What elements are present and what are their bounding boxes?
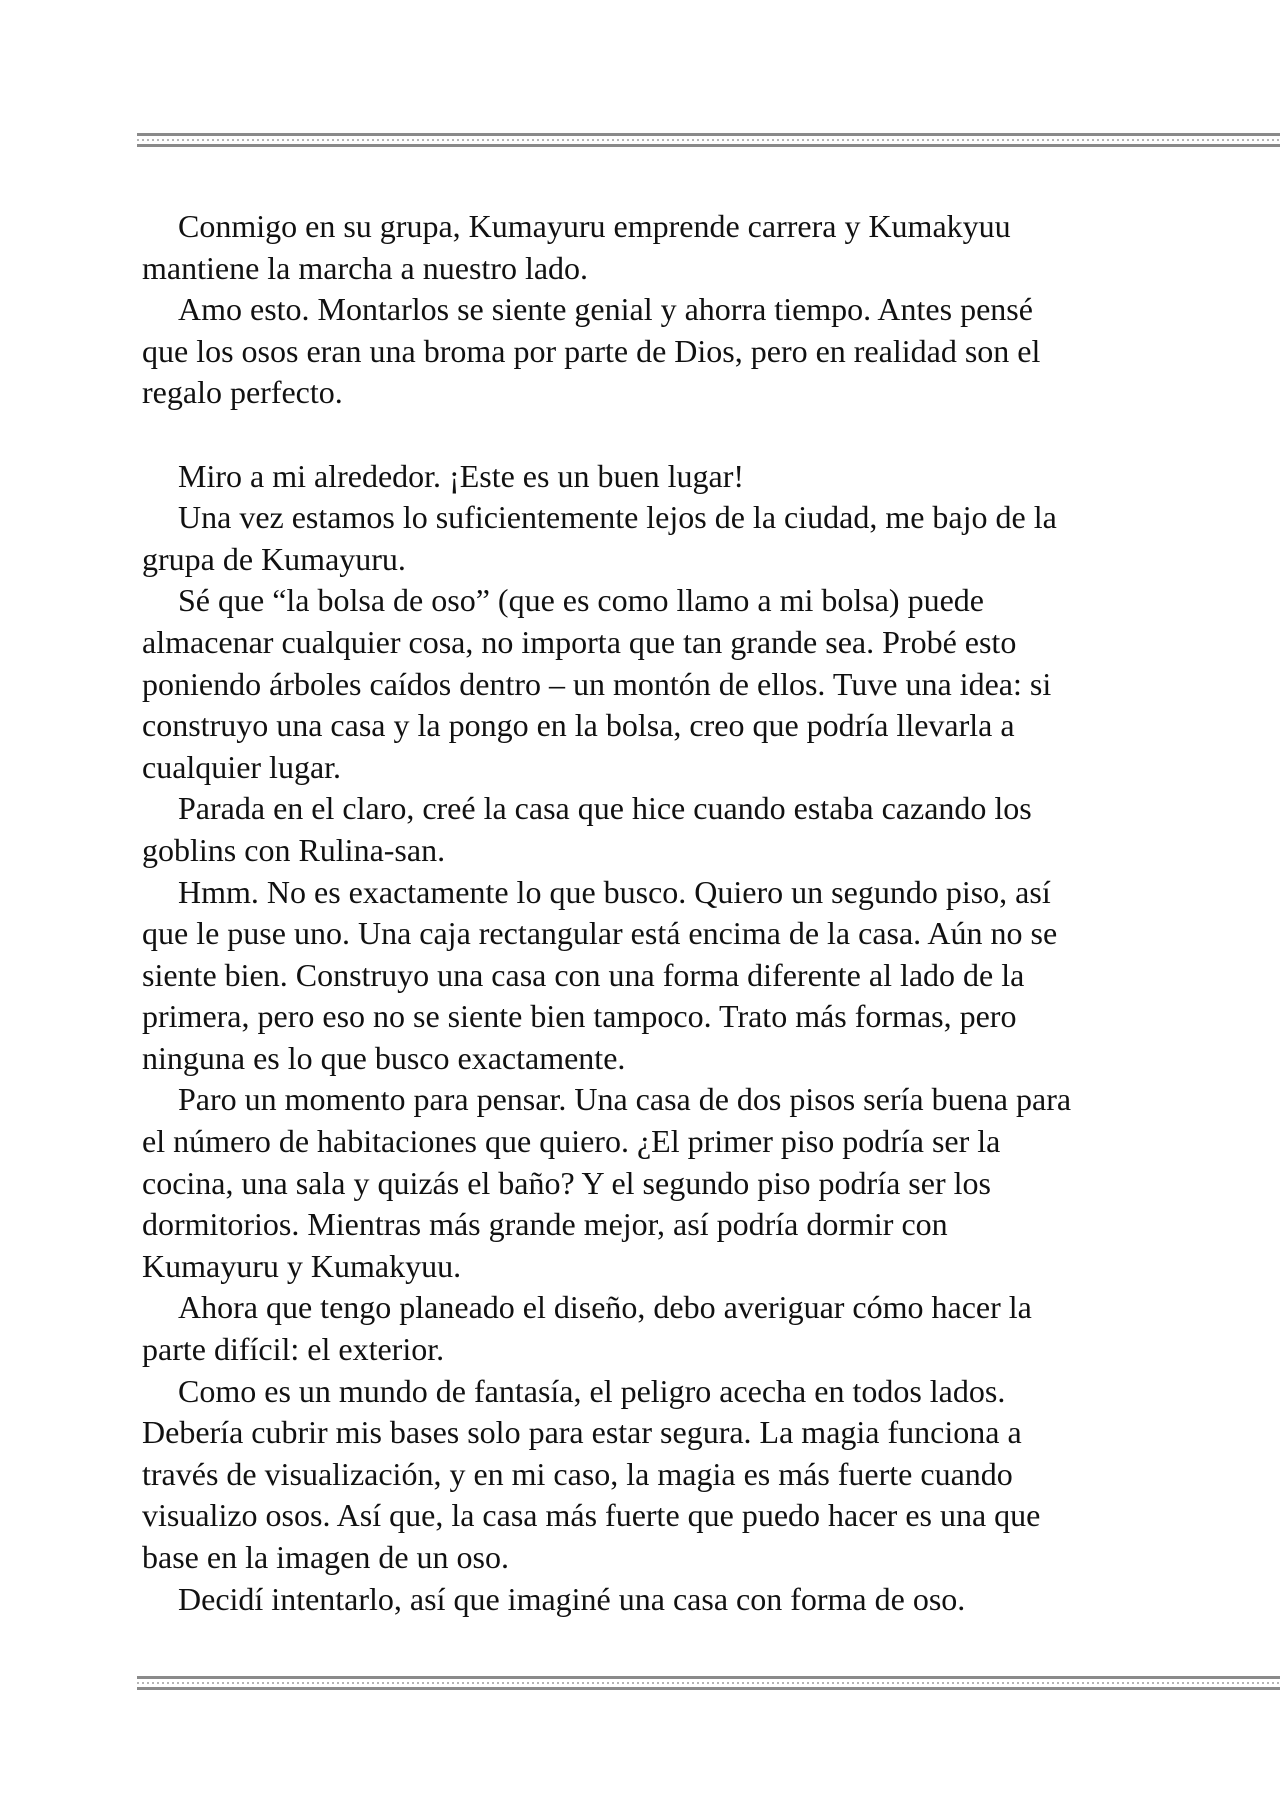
text-line: Ahora que tengo planeado el diseño, debo averiguar cómo hacer la <box>178 1289 1032 1326</box>
text-line: Decidí intentarlo, así que imaginé una casa con forma de oso. <box>178 1580 966 1617</box>
text-line: goblins con Rulina-san. <box>142 831 446 868</box>
text-line: que le puse uno. Una caja rectangular está encima de la casa. Aún no se <box>142 915 1058 952</box>
text-line: cualquier lugar. <box>142 748 342 785</box>
paragraph <box>142 1579 1152 1621</box>
scene-break <box>142 414 1152 456</box>
text-line: construyo una casa y la pongo en la bolsa, creo que podría llevarla a <box>142 707 1015 744</box>
paragraph <box>142 1287 1152 1370</box>
text-line: el número de habitaciones que quiero. ¿El primer piso podría ser la <box>142 1123 1001 1160</box>
text-line: Una vez estamos lo suficientemente lejos de la ciudad, me bajo de la <box>178 499 1057 536</box>
paragraph <box>142 206 1152 289</box>
text-line: base en la imagen de un oso. <box>142 1539 509 1575</box>
bottom-decorative-rule <box>137 1676 1280 1690</box>
text-line: Como es un mundo de fantasía, el peligro acecha en todos lados. <box>178 1372 1006 1409</box>
paragraph <box>142 1371 1152 1579</box>
text-line: poniendo árboles caídos dentro – un montón de ellos. Tuve una idea: si <box>142 665 1052 702</box>
text-line: través de visualización, y en mi caso, la magia es más fuerte cuando <box>142 1455 1013 1492</box>
text-line: que los osos eran una broma por parte de Dios, pero en realidad son el <box>142 332 1041 369</box>
top-decorative-rule <box>137 133 1280 147</box>
paragraph <box>142 289 1152 414</box>
text-line: dormitorios. Mientras más grande mejor, así podría dormir con <box>142 1206 948 1243</box>
text-line: cocina, una sala y quizás el baño? Y el segundo piso podría ser los <box>142 1164 991 1201</box>
text-line: Amo esto. Montarlos se siente genial y ahorra tiempo. Antes pensé <box>178 291 1033 328</box>
text-line: mantiene la marcha a nuestro lado. <box>142 249 589 286</box>
text-line: primera, pero eso no se siente bien tampoco. Trato más formas, pero <box>142 998 1017 1035</box>
text-line: Paro un momento para pensar. Una casa de dos pisos sería buena para <box>178 1081 1072 1118</box>
paragraph <box>142 580 1152 788</box>
text-line: almacenar cualquier cosa, no importa que tan grande sea. Probé esto <box>142 623 1017 660</box>
text-line: ninguna es lo que busco exactamente. <box>142 1039 626 1076</box>
text-line: Sé que “la bolsa de oso” (que es como llamo a mi bolsa) puede <box>178 582 984 619</box>
paragraph <box>142 872 1152 1080</box>
text-line: parte difícil: el exterior. <box>142 1331 445 1368</box>
text-line: Debería cubrir mis bases solo para estar segura. La magia funciona a <box>142 1414 1022 1451</box>
text-line: Conmigo en su grupa, Kumayuru emprende carrera y Kumakyuu <box>178 208 1011 244</box>
text-line: Miro a mi alrededor. ¡Este es un buen lugar! <box>178 457 745 494</box>
paragraph <box>142 1079 1152 1287</box>
text-line: Parada en el claro, creé la casa que hice cuando estaba cazando los <box>178 790 1032 827</box>
text-line: Kumayuru y Kumakyuu. <box>142 1247 462 1284</box>
text-line: visualizo osos. Así que, la casa más fuerte que puedo hacer es una que <box>142 1497 1041 1534</box>
paragraph <box>142 788 1152 871</box>
paragraph <box>142 497 1152 580</box>
text-line: Hmm. No es exactamente lo que busco. Quiero un segundo piso, así <box>178 873 1051 910</box>
text-line: siente bien. Construyo una casa con una forma diferente al lado de la <box>142 956 1025 993</box>
text-line: grupa de Kumayuru. <box>142 540 406 577</box>
paragraph <box>142 456 1152 498</box>
body-text <box>142 206 1152 1620</box>
text-line: regalo perfecto. <box>142 374 343 411</box>
